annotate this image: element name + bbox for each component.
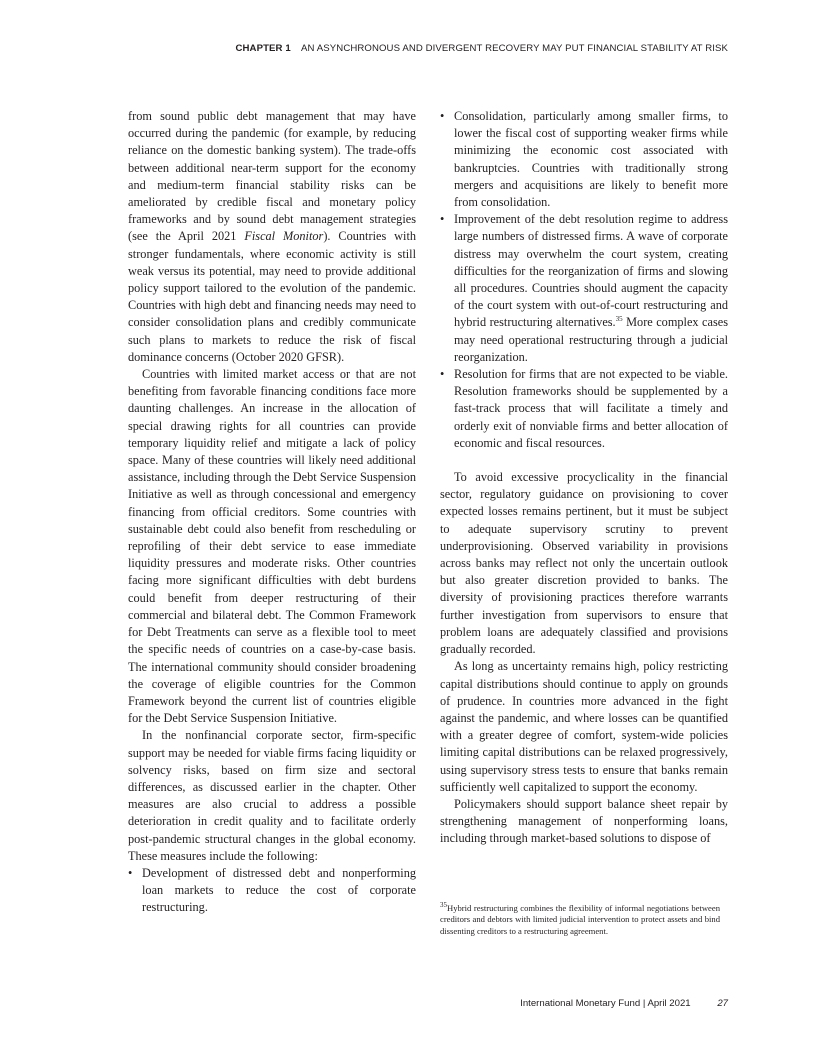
list-item [440, 108, 728, 211]
paragraph-text: ). Countries with stronger fundamentals, where economic activity is still weak versus its potential, may need to provide additional policy support tailored to the evolution of the pandemic. Countries with high debt and financing needs may need to consider consolidation plans and credibly communicate such plans to markets to reduce the risk of fiscal dominance concerns (October 2020 GFSR). [128, 229, 417, 364]
measures-list-right [440, 108, 728, 452]
list-item-text: Resolution for firms that are not expected to be viable. Resolution frameworks should be supplemented by a fast-track process that will facilitate a timely and orderly exit of nonviable firms and better allocation of economic and fiscal resources. [454, 367, 728, 450]
list-item [440, 366, 728, 452]
running-header [236, 43, 729, 54]
footnote-text: Hybrid restructuring combines the flexibility of informal negotiations between creditors and debtors with limited judicial intervention to protect assets and bind dissenting creditors to a restructuring agreement. [440, 903, 720, 936]
list-item [128, 865, 416, 917]
paragraph-nonfinancial-corporate: In the nonfinancial corporate sector, firm-specific support may be needed for viable firms facing liquidity or solvency risks, based on firm size and sectoral differences, as discussed earlier in the chapter. Other measures are also crucial to address a possible deterioration in credit quality and to facilitate orderly post-pandemic structural changes in the global economy. These measures include the following: [128, 728, 416, 863]
bullet-icon: • [128, 865, 133, 880]
list-item-text: Improvement of the debt resolution regime to address large numbers of distressed firms. A wave of corporate distress may overwhelm the court system, creating difficulties for the reorganization of firms and slowing all procedures. Countries should augment the capacity of the court system with out-of-court restructuring and hybrid restructuring alternatives. [454, 212, 728, 330]
footnote [440, 903, 720, 937]
paragraph-capital-distributions: As long as uncertainty remains high, policy restricting capital distributions should continue to apply on grounds of prudence. In countries more advanced in the fight against the pandemic, and where losses can be quantified with a greater degree of comfort, system-wide policies limiting capital distributions can be relaxed progressively, using supervisory stress tests to ensure that banks remain sufficiently well capitalized to support the economy. [440, 659, 728, 794]
fiscal-monitor-reference: Fiscal Monitor [244, 229, 324, 244]
bullet-icon: • [440, 109, 445, 123]
list-item-text: More complex cases may need operational restructuring through a judicial reorganization. [454, 315, 728, 364]
paragraph-procyclicality: To avoid excessive procyclicality in the financial sector, regulatory guidance on provisioning to cover expected losses remains pertinent, but it must be subject to adequate supervisory scrutiny to prevent underprovisioning. Observed variability in provisions across banks may reflect not only the uncertain outlook but also greater discretion provided to banks. The diversity of provisioning practices therefore warrants further investigation from supervisors to ensure that problem loans are adequately classified and provisions gradually recorded. [440, 470, 728, 657]
footnote-number: 35 [440, 901, 447, 910]
right-column [440, 108, 728, 848]
paragraph-text: from sound public debt management that may have occurred during the pandemic (for example, by reducing reliance on the domestic banking system). The trade-offs between additional near-term support for the economy and medium-term financial stability risks can be ameliorated by credible fiscal and monetary policy frameworks and by sound debt management strategies (see the April 2021 [128, 109, 416, 244]
bullet-icon: • [440, 367, 445, 382]
paragraph-fiscal-policy [128, 108, 416, 366]
chapter-label: CHAPTER 1 [235, 43, 291, 54]
chapter-title: AN ASYNCHRONOUS AND DIVERGENT RECOVERY MAY PUT FINANCIAL STABILITY AT RISK [301, 43, 728, 54]
list-item-text: Development of distressed debt and nonperforming loan markets to reduce the cost of corporate restructuring. [142, 865, 416, 915]
paragraph-balance-sheet-repair: Policymakers should support balance sheet repair by strengthening management of nonperforming loans, including through market-based solutions to dispose of [440, 796, 728, 846]
list-item [440, 211, 728, 366]
running-footer [520, 998, 728, 1009]
bullet-icon: • [440, 212, 445, 227]
footnote-reference[interactable]: 35 [615, 315, 623, 324]
measures-list-left [128, 865, 416, 917]
publisher-line: International Monetary Fund | April 2021 [520, 998, 691, 1009]
page-number: 27 [717, 998, 728, 1009]
paragraph-limited-market-access: Countries with limited market access or that are not benefiting from favorable financing conditions face more daunting challenges. An increase in the allocation of special drawing rights for all countries can provide temporary liquidity relief and mitigate a lack of policy space. Many of these countries will likely need additional assistance, including through the Debt Service Suspension Initiative as well as through concessional and emergency financing from official creditors. Some countries with sustainable debt could also benefit from rescheduling or reprofiling of their debt service to ease immediate liquidity pressures and moderate risks. Other countries facing more significant difficulties with debt burdens could benefit from deeper restructuring of their commercial and bilateral debt. The Common Framework for Debt Treatments can serve as a flexible tool to meet the specific needs of countries on a case-by-case basis. The international community should consider broadening the coverage of eligible countries for the Common Framework beyond the current list of countries eligible for the Debt Service Suspension Initiative. [128, 367, 416, 726]
list-item-text: Consolidation, particularly among smaller firms, to lower the fiscal cost of supporting weaker firms while minimizing the economic cost associated with bankruptcies. Countries with traditionally strong mergers and acquisitions are likely to benefit more from consolidation. [454, 109, 728, 210]
left-column [128, 108, 416, 917]
